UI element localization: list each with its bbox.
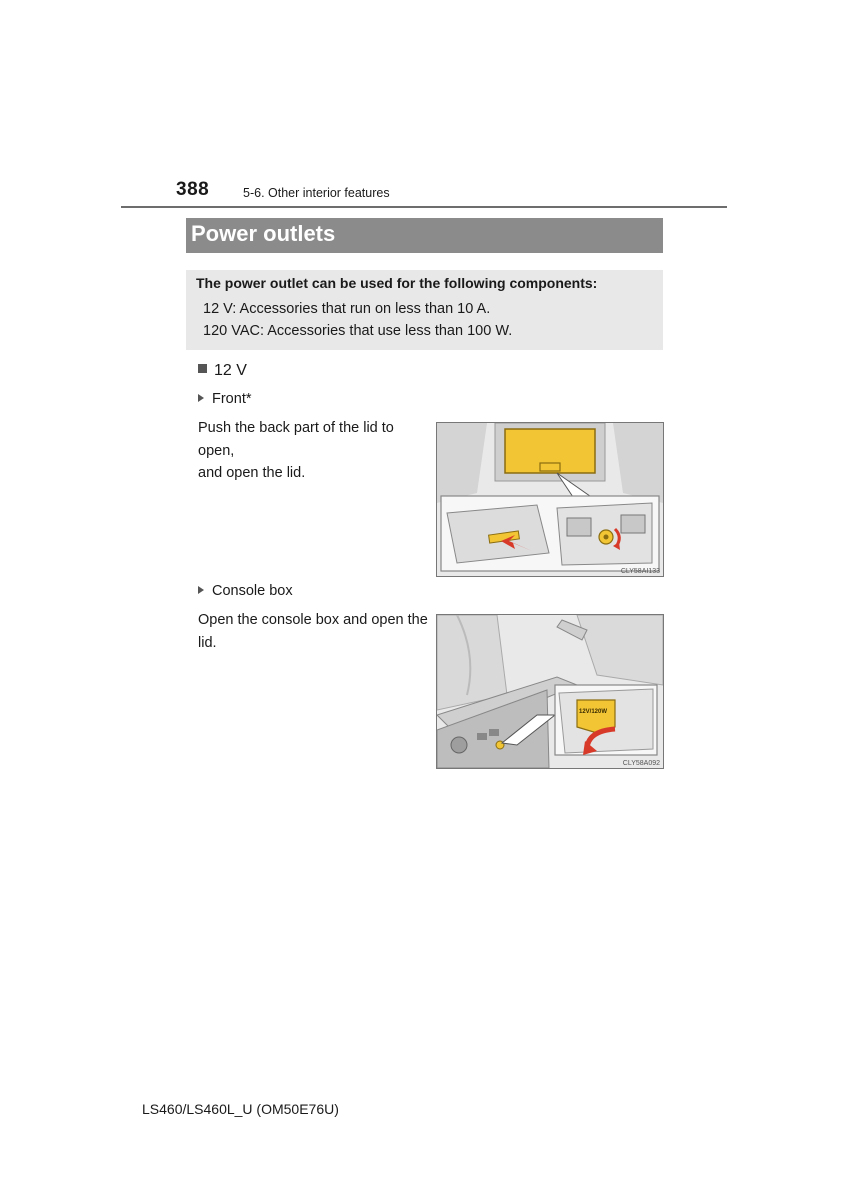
console-instructions-line: lid.: [198, 634, 217, 651]
page-number: 388: [176, 179, 210, 200]
title-bar: [186, 218, 663, 253]
triangle-bullet-icon: [198, 394, 204, 402]
figure-code: CLY58A092: [622, 760, 660, 767]
console-outlet-figure: [436, 614, 664, 769]
front-item: [198, 391, 252, 407]
subsection-heading-12v: [198, 362, 247, 380]
info-box: [186, 270, 663, 350]
console-outlet-illustration: [437, 615, 663, 768]
info-heading: The power outlet can be used for the following components:: [196, 275, 598, 291]
info-line-12v: 12 V: Accessories that run on less than 10 A.: [203, 301, 491, 317]
console-box-label: Console box: [212, 583, 293, 599]
subsection-heading-text: 12 V: [214, 362, 247, 379]
triangle-bullet-icon: [198, 586, 204, 594]
outlet-label: 12V/120W: [579, 709, 608, 715]
console-instructions-line: Open the console box and open the: [198, 612, 428, 628]
front-label: Front*: [212, 391, 252, 407]
front-instructions: [198, 417, 430, 485]
front-instructions-line: Push the back part of the lid to open,: [198, 420, 394, 459]
console-box-item: [198, 583, 293, 599]
header-divider: [121, 206, 727, 208]
front-instructions-line: and open the lid.: [198, 465, 306, 481]
info-line-120vac: 120 VAC: Accessories that use less than 100 W.: [203, 323, 513, 339]
front-outlet-illustration: [437, 423, 663, 576]
figure-code: CLY58AI133: [620, 568, 660, 575]
square-bullet-icon: [198, 364, 207, 373]
page-title: Power outlets: [191, 221, 336, 246]
console-box-instructions: [198, 609, 430, 654]
section-label: 5-6. Other interior features: [243, 186, 390, 200]
footer-model: LS460/LS460L_U (OM50E76U): [142, 1101, 339, 1117]
front-outlet-figure: [436, 422, 664, 577]
